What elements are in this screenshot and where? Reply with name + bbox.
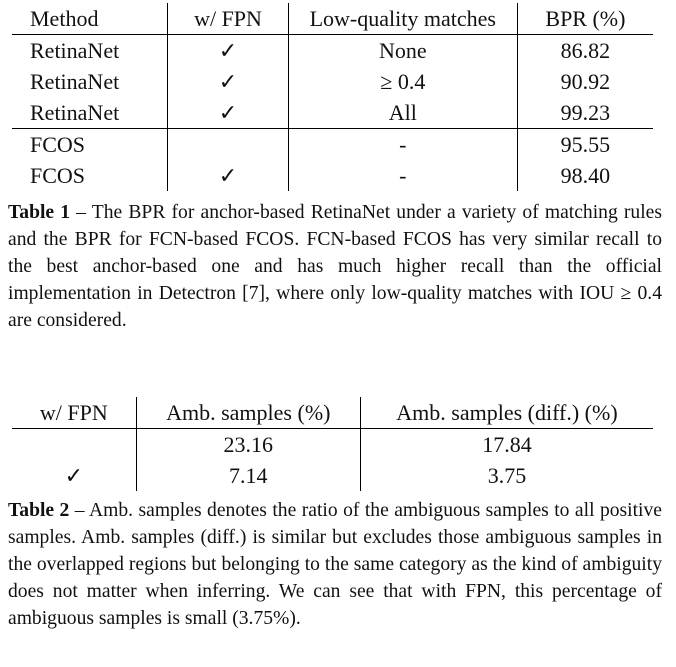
table1-header-method: Method	[12, 3, 168, 35]
table1-cell: -	[288, 160, 517, 191]
table1-cell: ≥ 0.4	[288, 66, 517, 97]
table-row	[12, 460, 653, 491]
table1-cell: ✓	[168, 160, 288, 191]
table1-cell: 86.82	[560, 38, 611, 63]
table1-header-fpn: w/ FPN	[168, 3, 288, 35]
table1-cell: 99.23	[560, 100, 611, 125]
table-row	[12, 160, 653, 191]
table1-cell: All	[288, 97, 517, 129]
table1-cell: None	[288, 35, 517, 67]
table1-header-low-quality: Low-quality matches	[288, 3, 517, 35]
table1-cell: FCOS	[12, 160, 168, 191]
table2-header-amb: Amb. samples (%)	[136, 397, 360, 429]
table1-cell: 98.40	[560, 163, 611, 188]
table2-cell: 7.14	[136, 460, 360, 491]
table1-header-bpr: BPR (%)	[545, 6, 626, 31]
table1-cell: ✓	[168, 97, 288, 129]
table-row	[12, 35, 653, 67]
table-row	[12, 129, 653, 161]
table2-cell	[12, 429, 136, 461]
table-1-caption	[8, 199, 662, 334]
table1-cell: 95.55	[560, 132, 611, 157]
table1-cell	[168, 129, 288, 161]
table1-cell: ✓	[168, 35, 288, 67]
table-2-caption-text: – Amb. samples denotes the ratio of the ambiguous samples to all positive samples. Amb. samples (diff.) is similar but excludes those ambiguous samples in the overlapped regions but belonging to the same category as the kind of ambiguity does not matter when inferring. We can see that with FPN, this percentage of ambiguous samples is small (3.75%).	[8, 500, 662, 629]
table1-cell: 90.92	[560, 69, 611, 94]
table-1-caption-text: – The BPR for anchor-based RetinaNet under a variety of matching rules and the BPR for FCN-based FCOS. FCN-based FCOS has very similar recall to the best anchor-based one and has much higher recall than the official implementation in Detectron [7], where only low-quality matches with IOU ≥ 0.4 are considered.	[8, 202, 662, 331]
table2-cell: 23.16	[136, 429, 360, 461]
table1-cell: RetinaNet	[12, 66, 168, 97]
table1-cell: -	[288, 129, 517, 161]
table1-cell: RetinaNet	[12, 35, 168, 67]
table-row	[12, 66, 653, 97]
table1-cell: RetinaNet	[12, 97, 168, 129]
table-1	[12, 3, 653, 191]
table2-cell: 17.84	[482, 432, 532, 457]
table-1-caption-label: Table 1	[8, 202, 71, 223]
table-row	[12, 97, 653, 129]
table2-header-fpn: w/ FPN	[12, 397, 136, 429]
table1-cell: ✓	[168, 66, 288, 97]
table-row	[12, 429, 653, 461]
table2-cell: 3.75	[487, 463, 527, 488]
table2-cell: ✓	[12, 460, 136, 491]
table-2	[12, 397, 653, 491]
table-2-caption	[8, 497, 662, 632]
table-2-caption-label: Table 2	[8, 500, 70, 521]
table2-header-amb-diff: Amb. samples (diff.) (%)	[396, 400, 618, 425]
table1-cell: FCOS	[12, 129, 168, 161]
